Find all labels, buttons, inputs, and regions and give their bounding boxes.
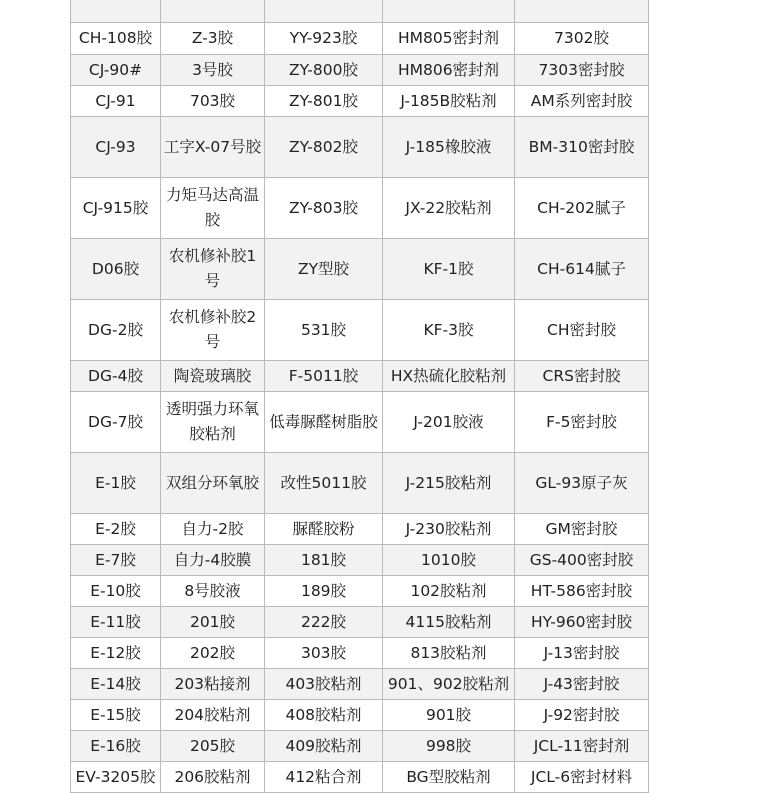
table-cell: E-1胶 — [71, 453, 161, 514]
table-cell: 透明强力环氧胶粘剂 — [161, 392, 265, 453]
table-cell: GM密封胶 — [515, 514, 649, 545]
table-cell: AM系列密封胶 — [515, 86, 649, 117]
table-cell: JCL-11密封剂 — [515, 731, 649, 762]
table-cell: HM805密封剂 — [383, 23, 515, 55]
table-cell: CRS密封胶 — [515, 361, 649, 392]
table-cell: 102胶粘剂 — [383, 576, 515, 607]
table-cell: 901、902胶粘剂 — [383, 669, 515, 700]
table-cell: 脲醛胶粉 — [265, 514, 383, 545]
table-row — [71, 762, 649, 793]
table-cell: BG型胶粘剂 — [383, 762, 515, 793]
table-cell: CJ-93 — [71, 117, 161, 178]
table-cell: KF-1胶 — [383, 239, 515, 300]
table-cell: 189胶 — [265, 576, 383, 607]
table-cell: E-12胶 — [71, 638, 161, 669]
table-cell: CJ-915胶 — [71, 178, 161, 239]
table-cell: 813胶粘剂 — [383, 638, 515, 669]
table-cell — [383, 0, 515, 23]
table-cell — [265, 0, 383, 23]
table-cell: 4115胶粘剂 — [383, 607, 515, 638]
table-cell: YY-923胶 — [265, 23, 383, 55]
table-cell — [71, 0, 161, 23]
table-row — [71, 392, 649, 453]
table-cell: 202胶 — [161, 638, 265, 669]
table-cell: F-5011胶 — [265, 361, 383, 392]
table-cell: E-2胶 — [71, 514, 161, 545]
table-cell: E-14胶 — [71, 669, 161, 700]
product-table-container — [70, 0, 648, 793]
table-cell: DG-7胶 — [71, 392, 161, 453]
table-row — [71, 178, 649, 239]
table-cell — [515, 0, 649, 23]
table-cell: 改性5011胶 — [265, 453, 383, 514]
table-cell: HT-586密封胶 — [515, 576, 649, 607]
table-cell: J-185B胶粘剂 — [383, 86, 515, 117]
table-cell: GS-400密封胶 — [515, 545, 649, 576]
table-cell: 1010胶 — [383, 545, 515, 576]
table-cell: 3号胶 — [161, 55, 265, 86]
table-cell: J-13密封胶 — [515, 638, 649, 669]
table-cell: DG-2胶 — [71, 300, 161, 361]
table-cell: J-201胶液 — [383, 392, 515, 453]
table-cell: 998胶 — [383, 731, 515, 762]
table-cell: 农机修补胶1号 — [161, 239, 265, 300]
table-cell: CH-108胶 — [71, 23, 161, 55]
table-row — [71, 361, 649, 392]
table-cell: ZY-802胶 — [265, 117, 383, 178]
table-cell: KF-3胶 — [383, 300, 515, 361]
table-cell: 412粘合剂 — [265, 762, 383, 793]
table-row — [71, 55, 649, 86]
table-cell: CH-614腻子 — [515, 239, 649, 300]
table-cell: CJ-90# — [71, 55, 161, 86]
table-cell: ZY-800胶 — [265, 55, 383, 86]
table-cell: ZY-801胶 — [265, 86, 383, 117]
table-cell: E-11胶 — [71, 607, 161, 638]
table-cell: HY-960密封胶 — [515, 607, 649, 638]
table-cell: 8号胶液 — [161, 576, 265, 607]
table-cell: 206胶粘剂 — [161, 762, 265, 793]
table-row — [71, 117, 649, 178]
table-cell: 201胶 — [161, 607, 265, 638]
table-row — [71, 23, 649, 55]
table-cell: 双组分环氧胶 — [161, 453, 265, 514]
table-row — [71, 576, 649, 607]
table-cell: E-15胶 — [71, 700, 161, 731]
table-row — [71, 545, 649, 576]
table-row — [71, 700, 649, 731]
table-cell: Z-3胶 — [161, 23, 265, 55]
table-cell: J-230胶粘剂 — [383, 514, 515, 545]
table-cell: EV-3205胶 — [71, 762, 161, 793]
table-row — [71, 239, 649, 300]
table-cell: JCL-6密封材料 — [515, 762, 649, 793]
table-row — [71, 731, 649, 762]
table-cell: 204胶粘剂 — [161, 700, 265, 731]
table-row — [71, 0, 649, 23]
table-cell: 205胶 — [161, 731, 265, 762]
table-cell: 农机修补胶2号 — [161, 300, 265, 361]
product-table — [70, 0, 649, 793]
table-cell: 自力-2胶 — [161, 514, 265, 545]
table-cell: 203粘接剂 — [161, 669, 265, 700]
table-cell: 陶瓷玻璃胶 — [161, 361, 265, 392]
table-row — [71, 300, 649, 361]
table-cell: CH密封胶 — [515, 300, 649, 361]
table-cell: HM806密封剂 — [383, 55, 515, 86]
table-cell: BM-310密封胶 — [515, 117, 649, 178]
table-cell: 403胶粘剂 — [265, 669, 383, 700]
table-cell: J-215胶粘剂 — [383, 453, 515, 514]
table-cell: 工字X-07号胶 — [161, 117, 265, 178]
table-cell: GL-93原子灰 — [515, 453, 649, 514]
product-table-body — [71, 0, 649, 793]
table-cell: CJ-91 — [71, 86, 161, 117]
table-cell: E-7胶 — [71, 545, 161, 576]
table-cell: 303胶 — [265, 638, 383, 669]
table-cell: 181胶 — [265, 545, 383, 576]
table-cell: HX热硫化胶粘剂 — [383, 361, 515, 392]
table-row — [71, 638, 649, 669]
table-cell: 531胶 — [265, 300, 383, 361]
table-cell: 408胶粘剂 — [265, 700, 383, 731]
table-cell: J-185橡胶液 — [383, 117, 515, 178]
table-cell: 703胶 — [161, 86, 265, 117]
table-cell: E-10胶 — [71, 576, 161, 607]
table-cell: J-43密封胶 — [515, 669, 649, 700]
table-cell: ZY-803胶 — [265, 178, 383, 239]
table-row — [71, 514, 649, 545]
table-cell: ZY型胶 — [265, 239, 383, 300]
table-cell: 222胶 — [265, 607, 383, 638]
table-cell: E-16胶 — [71, 731, 161, 762]
table-cell: 409胶粘剂 — [265, 731, 383, 762]
table-cell — [161, 0, 265, 23]
table-row — [71, 669, 649, 700]
table-cell: CH-202腻子 — [515, 178, 649, 239]
table-cell: F-5密封胶 — [515, 392, 649, 453]
table-cell: 7302胶 — [515, 23, 649, 55]
table-row — [71, 607, 649, 638]
table-cell: DG-4胶 — [71, 361, 161, 392]
table-cell: 低毒脲醛树脂胶 — [265, 392, 383, 453]
table-cell: J-92密封胶 — [515, 700, 649, 731]
table-cell: 901胶 — [383, 700, 515, 731]
table-cell: JX-22胶粘剂 — [383, 178, 515, 239]
table-cell: 自力-4胶膜 — [161, 545, 265, 576]
table-cell: 7303密封胶 — [515, 55, 649, 86]
table-cell: 力矩马达高温胶 — [161, 178, 265, 239]
table-row — [71, 453, 649, 514]
table-row — [71, 86, 649, 117]
table-cell: D06胶 — [71, 239, 161, 300]
